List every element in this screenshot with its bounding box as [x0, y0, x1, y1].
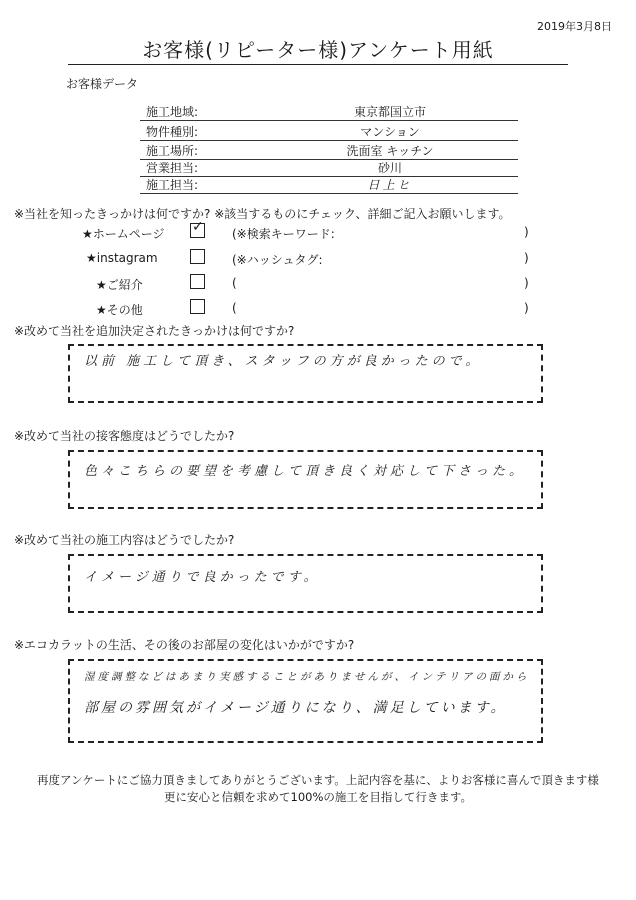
question-1: ※当社を知ったきっかけは何ですか? ※該当するものにチェック、詳細ご記入お願いします。 [14, 207, 511, 221]
answer-box-4 [68, 554, 543, 613]
info-value: 砂川 [377, 161, 402, 175]
source-homepage-label: ★ホームページ [82, 227, 165, 241]
info-label: 営業担当: [146, 161, 199, 175]
source-homepage-close: ) [524, 225, 529, 239]
question-4: ※改めて当社の施工内容はどうでしたか? [14, 533, 235, 547]
question-5: ※エコカラットの生活、その後のお部屋の変化はいかがですか? [14, 638, 355, 652]
source-instagram-checkbox[interactable] [190, 249, 205, 264]
question-3: ※改めて当社の接客態度はどうでしたか? [14, 429, 235, 443]
source-other-label: ★その他 [96, 303, 143, 317]
source-other-close: ) [524, 301, 529, 315]
info-value-handwritten: 日上ヒ [367, 178, 413, 192]
info-value: マンション [360, 125, 420, 139]
source-homepage-detail: (※検索キーワード: [232, 227, 335, 241]
source-homepage-checkbox[interactable] [190, 219, 205, 238]
answer-5-line2: 部屋の雰囲気がイメージ通りになり、満足しています。 [84, 700, 508, 716]
info-label: 施工場所: [146, 144, 199, 158]
info-value: 東京都国立市 [353, 105, 426, 119]
source-referral-checkbox[interactable] [190, 274, 205, 289]
page-title: お客様(リピーター様)アンケート用紙 [142, 38, 494, 62]
footer-line-2: 更に安心と信頼を求めて100%の施工を目指して行きます。 [164, 790, 472, 804]
source-instagram-close: ) [524, 251, 529, 265]
info-row-installer [140, 174, 518, 194]
answer-3-text: 色々こちらの要望を考慮して頂き良く対応して下さった。 [84, 464, 527, 479]
source-instagram-detail: (※ハッシュタグ: [232, 253, 323, 267]
info-value: 洗面室 キッチン [346, 144, 434, 158]
check-icon: ✓ [192, 219, 204, 235]
info-label: 施工地域: [146, 105, 199, 119]
answer-box-2 [68, 344, 543, 403]
answer-4-text: イメージ通りで良かったです。 [84, 570, 321, 585]
source-other-checkbox[interactable] [190, 299, 205, 314]
footer-line-1: 再度アンケートにご協力頂きましてありがとうございます。上記内容を基に、よりお客様に喜んで頂きます様 [37, 773, 599, 787]
source-other-detail: ( [232, 301, 237, 315]
title-underline [68, 64, 568, 65]
info-label: 施工担当: [146, 178, 199, 192]
survey-date: 2019年3月8日 [537, 20, 612, 33]
info-row-property-type [140, 121, 518, 141]
answer-box-3 [68, 450, 543, 509]
source-referral-detail: ( [232, 276, 237, 290]
answer-2-text: 以前 施工して頂き、スタッフの方が良かったので。 [84, 354, 483, 369]
source-instagram-label: ★instagram [86, 251, 158, 265]
answer-5-line1: 湿度調整などはあまり実感することがありませんが、インテリアの面から [84, 671, 530, 683]
question-2: ※改めて当社を追加決定されたきっかけは何ですか? [14, 324, 295, 338]
source-referral-label: ★ご紹介 [96, 278, 143, 292]
answer-box-5 [68, 659, 543, 743]
customer-data-heading: お客様データ [66, 77, 139, 91]
info-row-area [140, 101, 518, 121]
source-referral-close: ) [524, 276, 529, 290]
info-label: 物件種別: [146, 125, 199, 139]
